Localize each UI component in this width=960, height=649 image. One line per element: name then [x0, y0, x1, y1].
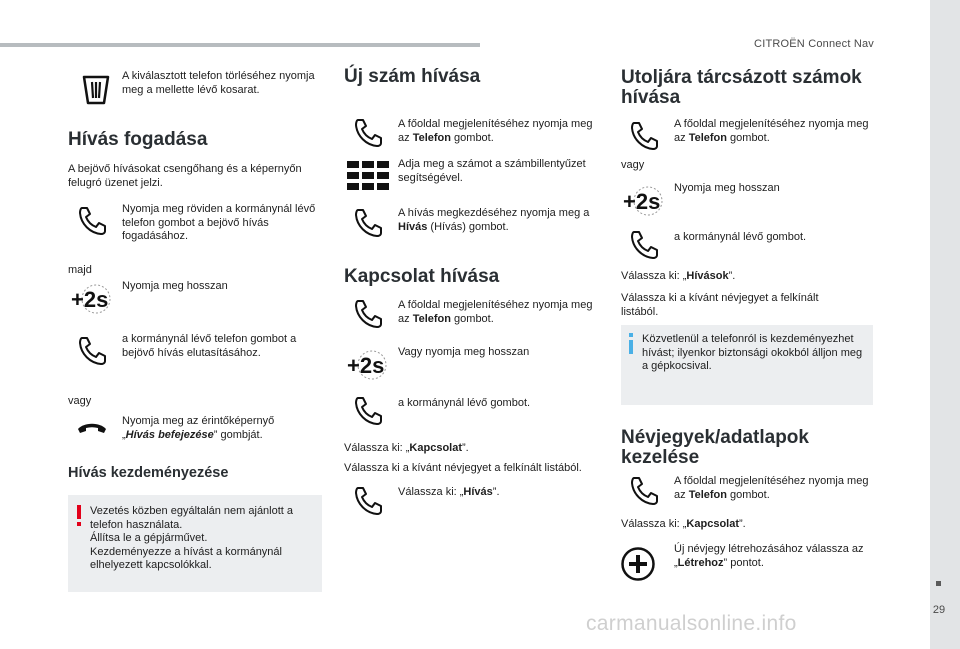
or-label: vagy: [68, 395, 92, 407]
main-text-a: A főoldal megjelenítéséhez nyomja meg az: [674, 475, 869, 501]
phone-icon: [348, 390, 388, 430]
svg-text:+2s: +2s: [623, 189, 661, 214]
end-call-label: Hívás befejezése: [125, 428, 214, 441]
page-marker: [936, 581, 941, 586]
manage-main-page-text: [674, 475, 874, 502]
hivasok-label: Hívások: [686, 270, 729, 282]
touch-text-b: ” gombját.: [213, 428, 263, 441]
new-contact-text: [674, 543, 874, 570]
section-title-recent-numbers: Utoljára tárcsázott számok hívása: [621, 67, 862, 108]
add-contact-icon: [620, 546, 656, 582]
page-edge-tab: [930, 0, 960, 649]
kapcsolat-label: Kapcsolat: [686, 518, 739, 530]
press-short-text: Nyomja meg röviden a kormánynál lévő telefon gombot a bejövő hívás fogadásához.: [122, 203, 316, 242]
section-title-new-number: Új szám hívása: [344, 66, 481, 87]
press-long-text: Nyomja meg hosszan: [122, 280, 228, 292]
hivas-label: Hívás: [463, 486, 493, 498]
hold-2s-icon: [620, 182, 666, 220]
touch-text-a: Nyomja meg az érintőképernyő: [122, 415, 275, 427]
hold-2s-icon: [68, 280, 114, 318]
select-text-end: ”.: [492, 486, 500, 498]
page-number: 29: [932, 604, 946, 616]
main-text-b: gombot.: [726, 131, 770, 144]
new-contact-text-a: Új névjegy létrehozásához válassza az „: [674, 543, 864, 569]
keypad-text: Adja meg a számot a számbillentyűzet segítségével.: [398, 158, 586, 184]
call-text-b: (Hívás) gombot.: [427, 220, 509, 233]
top-rule: [0, 43, 480, 47]
section-title-initiate-call: Hívás kezdeményezése: [68, 465, 229, 481]
watermark: carmanualsonline.info: [586, 612, 797, 635]
svg-text:+2s: +2s: [347, 353, 385, 378]
main-text-b: gombot.: [726, 488, 770, 501]
phone-icon: [72, 200, 112, 240]
main-text-a: A főoldal megjelenítéséhez nyomja meg az: [674, 118, 869, 144]
section-title-call-contact: Kapcsolat hívása: [344, 266, 500, 287]
select-text-a: Válassza ki: „: [344, 442, 410, 454]
svg-text:+2s: +2s: [71, 287, 109, 312]
main-page-text: [398, 118, 593, 145]
select-from-list-text: Válassza ki a kívánt névjegyet a felkínált listából.: [344, 462, 582, 474]
keypad-icon: [346, 160, 390, 192]
phone-icon: [624, 115, 664, 155]
or-press-long-text: Vagy nyomja meg hosszan: [398, 346, 530, 358]
new-contact-text-b: ” pontot.: [723, 556, 764, 569]
hivas-label: Hívás: [398, 220, 428, 233]
warning-icon: [73, 505, 85, 527]
section-title-receive-call: Hívás fogadása: [68, 129, 208, 150]
info-icon: [625, 333, 637, 355]
select-text-a: Válassza ki: „: [621, 518, 687, 530]
select-text-end: ”.: [739, 518, 746, 530]
select-calls-step: [621, 270, 873, 284]
telefon-label: Telefon: [412, 312, 451, 325]
phone-icon: [624, 470, 664, 510]
select-text-a: Válassza ki: „: [621, 270, 687, 282]
phone-icon: [624, 224, 664, 264]
info-text: Közvetlenül a telefonról is kezdeményezhet hívást; ilyenkor biztonsági okokból álljon meg a gépkocsival.: [642, 333, 863, 372]
recent-main-page-text: [674, 118, 874, 145]
warning-text: Vezetés közben egyáltalán nem ajánlott a telefon használata. Állítsa le a gépjárművet. Kezdeményezze a hívást a kormánynál elhelyezett kapcsolókkal.: [90, 505, 294, 571]
select-text-end: ”.: [462, 442, 469, 454]
call-text-a: A hívás megkezdéséhez nyomja meg a: [398, 207, 590, 219]
then-label: majd: [68, 264, 92, 276]
select-text-a: Válassza ki: „: [398, 486, 464, 498]
or-label: vagy: [621, 159, 645, 171]
telefon-label: Telefon: [688, 131, 727, 144]
select-contact-step: [621, 518, 873, 532]
section-title-manage-contacts: Névjegyek/adatlapok kezelése: [621, 427, 809, 468]
hang-up-icon: [72, 412, 112, 442]
select-from-list-text: Válassza ki a kívánt névjegyet a felkínált listából.: [621, 292, 819, 318]
phone-icon: [348, 202, 388, 242]
main-text-b: gombot.: [450, 131, 494, 144]
main-text-a: A főoldal megjelenítéséhez nyomja meg az: [398, 299, 593, 325]
running-header: CITROËN Connect Nav: [754, 38, 874, 50]
trash-icon: [76, 70, 116, 110]
main-text-b: gombot.: [450, 312, 494, 325]
receive-intro: A bejövő hívásokat csengőhang és a képernyőn felugró üzenet jelzi.: [68, 163, 302, 189]
phone-icon: [348, 112, 388, 152]
contact-main-page-text: [398, 299, 593, 326]
quote-open: „: [122, 428, 126, 441]
select-call-step: [398, 486, 593, 500]
press-long-text: Nyomja meg hosszan: [674, 182, 780, 194]
telefon-label: Telefon: [412, 131, 451, 144]
reject-call-text: a kormánynál lévő telefon gombot a bejövő hívás elutasításához.: [122, 333, 297, 359]
steering-button-text: a kormánynál lévő gombot.: [674, 231, 807, 243]
telefon-label: Telefon: [688, 488, 727, 501]
touchscreen-end-text: [122, 415, 322, 442]
delete-phone-text: A kiválasztott telefon törléséhez nyomja meg a mellette lévő kosarat.: [122, 70, 315, 96]
steering-button-text: a kormánynál lévő gombot.: [398, 397, 531, 409]
select-text-end: ”.: [728, 270, 736, 282]
call-start-text: [398, 207, 593, 234]
letrehoz-label: Létrehoz: [677, 556, 724, 569]
phone-icon: [348, 480, 388, 520]
kapcsolat-label: Kapcsolat: [409, 442, 462, 454]
main-text-a: A főoldal megjelenítéséhez nyomja meg az: [398, 118, 593, 144]
select-contact-step: [344, 442, 594, 456]
phone-icon: [348, 293, 388, 333]
hold-2s-icon: [344, 346, 390, 384]
phone-icon: [72, 330, 112, 370]
